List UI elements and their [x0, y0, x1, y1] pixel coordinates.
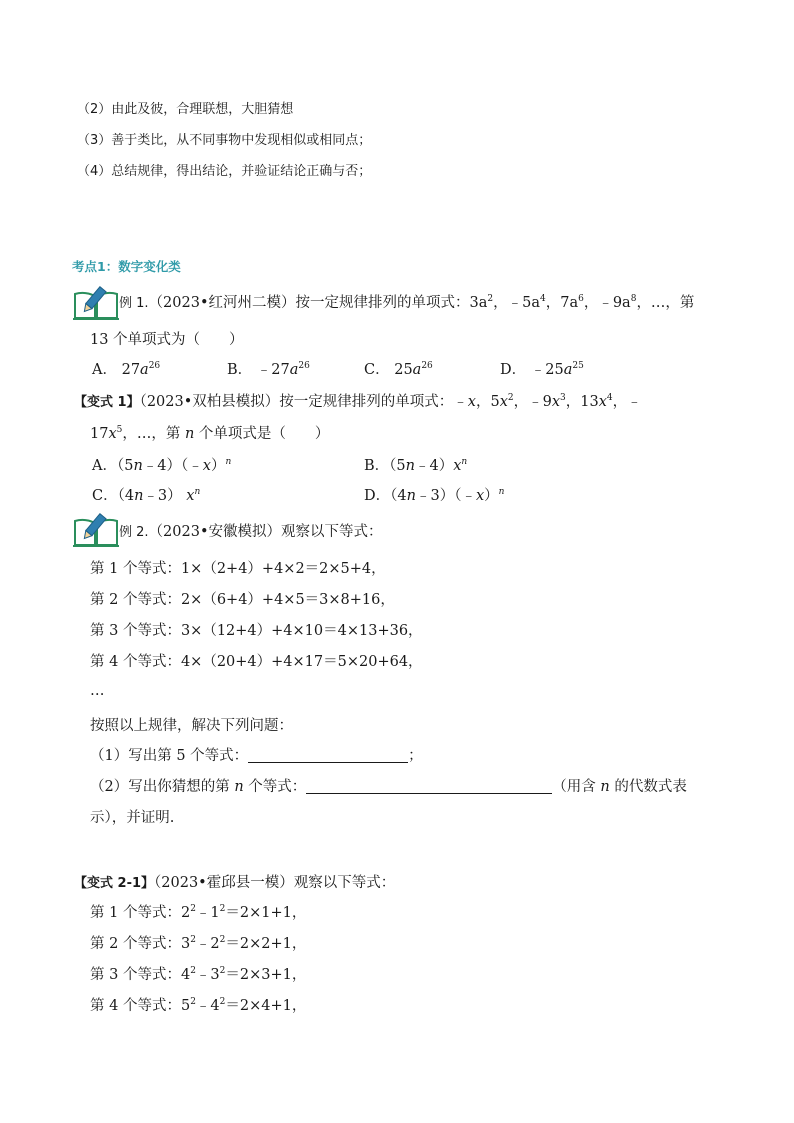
section-title: 考点1：数字变化类 — [72, 259, 181, 274]
example2-label: 例 2. — [119, 525, 149, 540]
example2-question-2-cont: 示），并证明. — [90, 810, 175, 826]
example2-equation-3: 第 3 个等式：3×（12+4）+4×10＝4×13+36， — [90, 623, 423, 639]
example2-line1 — [119, 522, 383, 543]
example2-equation-1: 第 1 个等式：1×（2+4）+4×2＝2×5+4， — [90, 561, 386, 577]
variant1-line2: $17x^5$，…，第 n 个单项式是（ ） — [90, 425, 330, 442]
example1-option-b: B． $﹣27a^{26}$ — [227, 361, 310, 378]
variant2-label: 【变式 2-1】 — [74, 876, 155, 891]
example1-source: （2023•红河州二模）按一定规律排列的单项式： — [148, 295, 470, 311]
example1-label: 例 1. — [119, 296, 149, 311]
variant1-label: 【变式 1】 — [74, 395, 140, 410]
example2-equation-4: 第 4 个等式：4×（20+4）+4×17＝5×20+64， — [90, 654, 423, 670]
example1-option-d: D． $﹣25a^{25}$ — [500, 361, 584, 378]
example1-line2: 13 个单项式为（ ） — [90, 332, 244, 348]
answer-blank-1[interactable] — [248, 746, 408, 763]
example1-term-4: ，$﹣9a^8$ — [583, 294, 637, 311]
example2-source: （2023•安徽模拟）观察以下等式： — [148, 524, 383, 540]
example1-tail: ，…，第 — [636, 295, 695, 311]
variant1-option-b: B．$(5n﹣4)x^n$ — [364, 457, 468, 474]
variant2-line1 — [74, 873, 395, 894]
variant2-equation-4: 第 4 个等式：$5^2﹣4^2=2\times 4+1$， — [90, 997, 307, 1014]
book-pencil-icon — [72, 513, 120, 547]
variant1-option-d: D．（4n﹣3）（﹣x）$^n$ — [364, 487, 505, 504]
example2-ellipsis: … — [90, 683, 105, 699]
example2-instruction: 按照以上规律，解决下列问题： — [90, 718, 293, 734]
example1-term-3: ，$7a^6$ — [545, 294, 584, 311]
example2-equation-2: 第 2 个等式：2×（6+4）+4×5＝3×8+16， — [90, 592, 395, 608]
variant1-line1: 【变式 1】（2023•双柏县模拟）按一定规律排列的单项式：﹣x，$5x^2$，$﹣9x^3$，$13x^4$，﹣ — [74, 393, 642, 410]
intro-step-2: （2）由此及彼，合理联想，大胆猜想 — [77, 102, 294, 117]
example1-line1 — [119, 293, 694, 314]
variant1-source: （2023•双柏县模拟）按一定规律排列的单项式：﹣ — [139, 394, 468, 410]
variant2-equation-2: 第 2 个等式：$3^2﹣2^2=2\times 2+1$， — [90, 935, 307, 952]
example1-option-a: A． $27a^{26}$ — [92, 361, 161, 378]
intro-step-4: （4）总结规律，得出结论，并验证结论正确与否； — [77, 164, 372, 179]
variant1-option-c: C．（4n﹣3） $x^n$ — [92, 487, 201, 504]
answer-blank-2[interactable] — [306, 777, 552, 794]
example1-term-2: ，$﹣5a^4$ — [493, 294, 546, 311]
variant2-equation-1: 第 1 个等式：$2^2﹣1^2=2\times 1+1$， — [90, 904, 307, 921]
intro-step-3: （3）善于类比，从不同事物中发现相似或相同点； — [77, 133, 372, 148]
variant1-option-a: A．（5n﹣4）（﹣x）$^n$ — [92, 457, 232, 474]
example2-question-2: （2）写出你猜想的第 n 个等式： （用含 n 的代数式表 — [90, 779, 687, 795]
example1-option-c: C． $25a^{26}$ — [364, 361, 433, 378]
example2-question-1: （1）写出第 5 个等式： ； — [90, 748, 423, 764]
book-pencil-icon — [72, 286, 120, 320]
variant2-source: （2023•霍邱县一模）观察以下等式： — [154, 875, 396, 891]
variant2-equation-3: 第 3 个等式：$4^2﹣3^2=2\times 3+1$， — [90, 966, 307, 983]
example1-term-1: $3a^2$ — [469, 294, 494, 311]
